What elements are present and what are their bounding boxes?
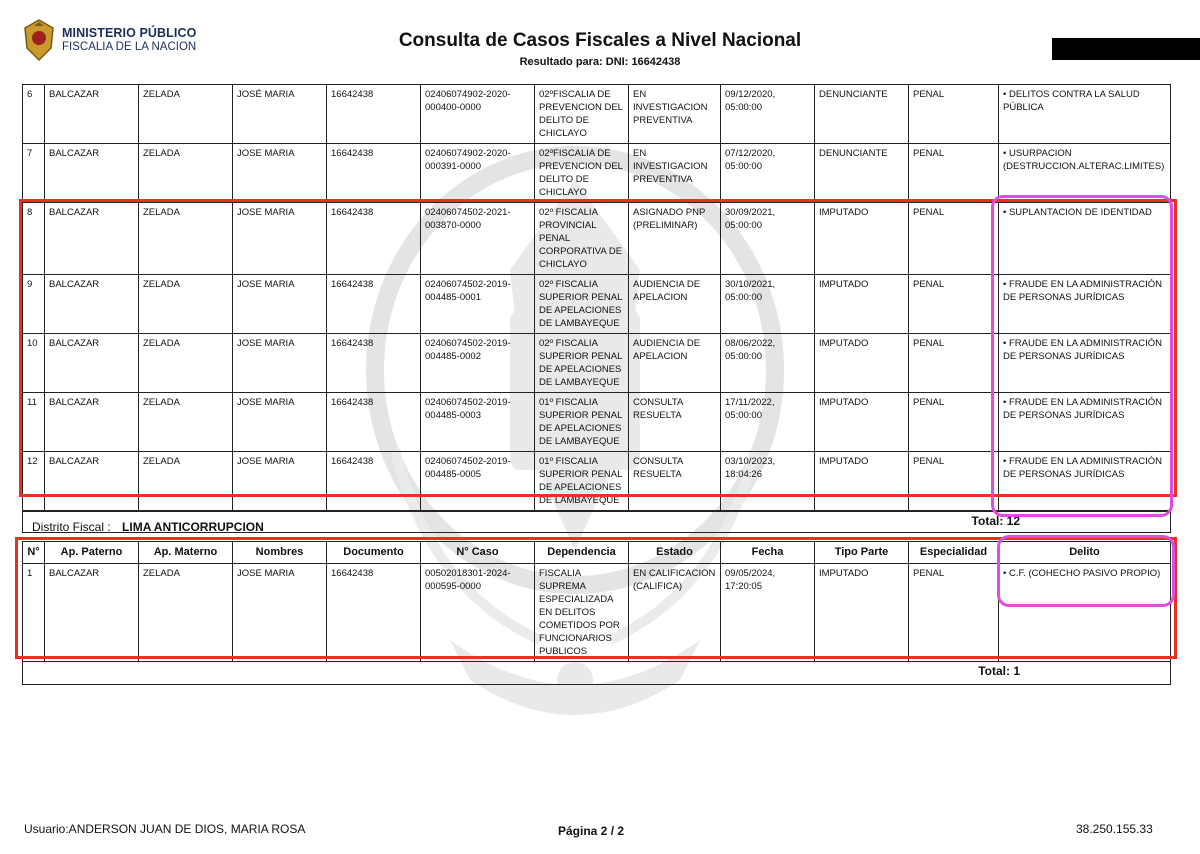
cell-dependencia: 01º FISCALIA SUPERIOR PENAL DE APELACIONES DE LAMBAYEQUE: [535, 393, 629, 452]
table-row: [23, 144, 1171, 203]
cell-delito: • DELITOS CONTRA LA SALUD PÚBLICA: [999, 85, 1171, 144]
cell-nombres: JOSE MARIA: [233, 275, 327, 334]
cell-estado: EN CALIFICACION (CALIFICA): [629, 564, 721, 662]
cell-especialidad: PENAL: [909, 452, 999, 512]
cell-numero-caso: 02406074502-2019-004485-0005: [421, 452, 535, 512]
cell-row-number: 6: [23, 85, 45, 144]
column-header: Ap. Materno: [139, 542, 233, 564]
column-header: Ap. Paterno: [45, 542, 139, 564]
column-header: Nombres: [233, 542, 327, 564]
cell-ap-materno: ZELADA: [139, 452, 233, 512]
column-header: Tipo Parte: [815, 542, 909, 564]
cell-dependencia: 02º FISCALIA SUPERIOR PENAL DE APELACIONES DE LAMBAYEQUE: [535, 334, 629, 393]
cell-fecha: 03/10/2023, 18:04:26: [721, 452, 815, 512]
footer-page: Página 2 / 2: [558, 824, 625, 838]
org-subname: FISCALIA DE LA NACION: [62, 41, 197, 53]
cell-fecha: 17/11/2022, 05:00:00: [721, 393, 815, 452]
cell-nombres: JOSE MARIA: [233, 144, 327, 203]
cell-nombres: JOSÉ MARIA: [233, 85, 327, 144]
cell-fecha: 07/12/2020, 05:00:00: [721, 144, 815, 203]
cell-estado: AUDIENCIA DE APELACION: [629, 275, 721, 334]
cell-row-number: 12: [23, 452, 45, 512]
highlight-pink-box-2: [997, 535, 1175, 607]
cell-dependencia: 02ºFISCALIA DE PREVENCION DEL DELITO DE CHICLAYO: [535, 144, 629, 203]
cell-row-number: 7: [23, 144, 45, 203]
cell-documento: 16642438: [327, 85, 421, 144]
cell-documento: 16642438: [327, 334, 421, 393]
cell-row-number: 1: [23, 564, 45, 662]
cell-numero-caso: 02406074502-2021-003870-0000: [421, 203, 535, 275]
distrito-value: LIMA ANTICORRUPCION: [122, 520, 264, 534]
cell-estado: ASIGNADO PNP (PRELIMINAR): [629, 203, 721, 275]
cell-delito: • FRAUDE EN LA ADMINISTRACIÓN DE PERSONAS JURÍDICAS: [999, 393, 1171, 452]
cell-ap-paterno: BALCAZAR: [45, 334, 139, 393]
cell-nombres: JOSE MARIA: [233, 334, 327, 393]
cell-ap-paterno: BALCAZAR: [45, 452, 139, 512]
cell-numero-caso: 02406074502-2019-004485-0002: [421, 334, 535, 393]
cell-row-number: 8: [23, 203, 45, 275]
cell-ap-materno: ZELADA: [139, 85, 233, 144]
cell-tipo-parte: DENUNCIANTE: [815, 85, 909, 144]
cell-nombres: JOSE MARIA: [233, 393, 327, 452]
cell-fecha: 30/10/2021, 05:00:00: [721, 275, 815, 334]
cell-fecha: 30/09/2021, 05:00:00: [721, 203, 815, 275]
cell-row-number: 10: [23, 334, 45, 393]
cell-numero-caso: 02406074502-2019-004485-0001: [421, 275, 535, 334]
cell-documento: 16642438: [327, 203, 421, 275]
column-header: Especialidad: [909, 542, 999, 564]
cell-estado: EN INVESTIGACION PREVENTIVA: [629, 85, 721, 144]
column-header: Estado: [629, 542, 721, 564]
cell-especialidad: PENAL: [909, 144, 999, 203]
cell-tipo-parte: DENUNCIANTE: [815, 144, 909, 203]
redaction-block: [1052, 38, 1200, 60]
cell-especialidad: PENAL: [909, 203, 999, 275]
cell-delito: • C.F. (COHECHO PASIVO PROPIO): [999, 564, 1171, 662]
cell-documento: 16642438: [327, 144, 421, 203]
footer-user: Usuario:ANDERSON JUAN DE DIOS, MARIA ROSA: [24, 822, 306, 836]
cell-estado: EN INVESTIGACION PREVENTIVA: [629, 144, 721, 203]
column-header: Dependencia: [535, 542, 629, 564]
cell-documento: 16642438: [327, 564, 421, 662]
cell-nombres: JOSE MARIA: [233, 452, 327, 512]
cell-dependencia: 01º FISCALIA SUPERIOR PENAL DE APELACIONES DE LAMBAYEQUE: [535, 452, 629, 512]
cell-row-number: 9: [23, 275, 45, 334]
cell-tipo-parte: IMPUTADO: [815, 203, 909, 275]
cell-especialidad: PENAL: [909, 334, 999, 393]
cell-delito: • USURPACION (DESTRUCCION.ALTERAC.LIMITES): [999, 144, 1171, 203]
cell-numero-caso: 02406074902-2020-000391-0000: [421, 144, 535, 203]
cell-ap-paterno: BALCAZAR: [45, 275, 139, 334]
cell-dependencia: FISCALIA SUPREMA ESPECIALIZADA EN DELITOS COMETIDOS POR FUNCIONARIOS PUBLICOS: [535, 564, 629, 662]
cell-ap-materno: ZELADA: [139, 393, 233, 452]
cell-delito: • FRAUDE EN LA ADMINISTRACIÓN DE PERSONAS JURÍDICAS: [999, 334, 1171, 393]
cell-ap-materno: ZELADA: [139, 144, 233, 203]
cell-especialidad: PENAL: [909, 564, 999, 662]
cell-dependencia: 02º FISCALIA PROVINCIAL PENAL CORPORATIVA DE CHICLAYO: [535, 203, 629, 275]
cell-nombres: JOSE MARIA: [233, 564, 327, 662]
cell-estado: CONSULTA RESUELTA: [629, 452, 721, 512]
cell-nombres: JOSE MARIA: [233, 203, 327, 275]
cell-especialidad: PENAL: [909, 275, 999, 334]
cell-documento: 16642438: [327, 452, 421, 512]
footer-ip: 38.250.155.33: [1076, 822, 1153, 836]
cell-delito: • FRAUDE EN LA ADMINISTRACIÓN DE PERSONAS JURÍDICAS: [999, 452, 1171, 512]
cell-tipo-parte: IMPUTADO: [815, 393, 909, 452]
cell-delito: • SUPLANTACION DE IDENTIDAD: [999, 203, 1171, 275]
cell-fecha: 09/05/2024, 17:20:05: [721, 564, 815, 662]
cell-tipo-parte: IMPUTADO: [815, 334, 909, 393]
cell-ap-materno: ZELADA: [139, 203, 233, 275]
column-header: Delito: [999, 542, 1171, 564]
highlight-pink-box-1: [991, 195, 1173, 517]
cell-numero-caso: 00502018301-2024-000595-0000: [421, 564, 535, 662]
distrito-label: Distrito Fiscal :: [32, 520, 111, 534]
cell-ap-paterno: BALCAZAR: [45, 564, 139, 662]
cell-estado: AUDIENCIA DE APELACION: [629, 334, 721, 393]
page-title: Consulta de Casos Fiscales a Nivel Nacional: [398, 30, 802, 51]
cell-especialidad: PENAL: [909, 393, 999, 452]
org-name: MINISTERIO PÚBLICO: [62, 26, 197, 40]
cell-tipo-parte: IMPUTADO: [815, 564, 909, 662]
cell-documento: 16642438: [327, 275, 421, 334]
page-subtitle: Resultado para: DNI: 16642438: [519, 56, 681, 68]
total-2: Total: 1: [23, 662, 1171, 685]
column-header: Documento: [327, 542, 421, 564]
cell-ap-materno: ZELADA: [139, 564, 233, 662]
cell-ap-paterno: BALCAZAR: [45, 203, 139, 275]
total-row: [23, 662, 1171, 685]
cell-tipo-parte: IMPUTADO: [815, 452, 909, 512]
cell-especialidad: PENAL: [909, 85, 999, 144]
total-1: Total: 12: [23, 511, 1171, 533]
cell-ap-paterno: BALCAZAR: [45, 85, 139, 144]
cell-fecha: 08/06/2022, 05:00:00: [721, 334, 815, 393]
cell-tipo-parte: IMPUTADO: [815, 275, 909, 334]
cell-dependencia: 02ºFISCALIA DE PREVENCION DEL DELITO DE CHICLAYO: [535, 85, 629, 144]
cell-numero-caso: 02406074902-2020-000400-0000: [421, 85, 535, 144]
column-header: N° Caso: [421, 542, 535, 564]
cell-estado: CONSULTA RESUELTA: [629, 393, 721, 452]
cell-ap-materno: ZELADA: [139, 334, 233, 393]
cell-ap-paterno: BALCAZAR: [45, 393, 139, 452]
cell-delito: • FRAUDE EN LA ADMINISTRACIÓN DE PERSONAS JURÍDICAS: [999, 275, 1171, 334]
cell-documento: 16642438: [327, 393, 421, 452]
cell-ap-paterno: BALCAZAR: [45, 144, 139, 203]
column-header: N°: [23, 542, 45, 564]
distrito-fiscal: [32, 520, 264, 534]
table-row: [23, 85, 1171, 144]
cell-row-number: 11: [23, 393, 45, 452]
cell-dependencia: 02º FISCALIA SUPERIOR PENAL DE APELACIONES DE LAMBAYEQUE: [535, 275, 629, 334]
cell-ap-materno: ZELADA: [139, 275, 233, 334]
column-header: Fecha: [721, 542, 815, 564]
cell-numero-caso: 02406074502-2019-004485-0003: [421, 393, 535, 452]
cell-fecha: 09/12/2020, 05:00:00: [721, 85, 815, 144]
